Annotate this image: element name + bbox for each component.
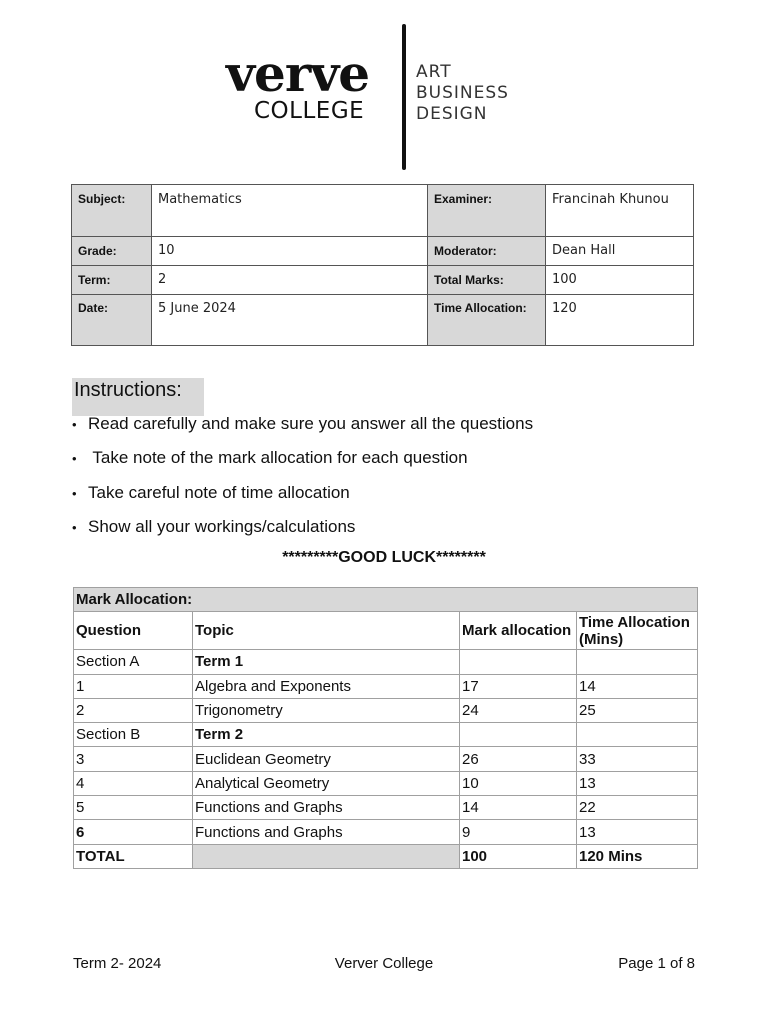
grade-value: 10 [152,237,428,266]
bullet-icon: • [72,519,77,535]
bullet-icon: • [72,451,77,467]
total-marks-value: 100 [546,266,694,295]
instruction-item: • Take careful note of time allocation [72,482,712,516]
grade-label: Grade: [72,237,152,266]
table-row: Section B Term 2 [74,723,698,747]
header-question: Question [74,612,193,650]
table-row: 1 Algebra and Exponents 17 14 [74,674,698,698]
date-label: Date: [72,295,152,346]
mark-allocation-table [73,587,698,869]
header-mark-allocation: Mark allocation [460,612,577,650]
logo-tag-art: ART [416,62,452,82]
time-allocation-label: Time Allocation: [428,295,546,346]
table-row: 3 Euclidean Geometry 26 33 [74,747,698,771]
bullet-icon: • [72,485,77,501]
logo-subtitle: COLLEGE [254,98,365,124]
instructions-list [72,413,712,550]
moderator-label: Moderator: [428,237,546,266]
mark-allocation-title: Mark Allocation: [74,588,698,612]
exam-info-table [71,184,694,346]
logo-divider [402,24,406,170]
footer-college: Verver College [334,955,434,972]
college-logo [0,0,768,180]
instruction-item: • Take note of the mark allocation for each question [72,447,712,481]
instruction-item: • Show all your workings/calculations [72,516,712,550]
instruction-item: • Read carefully and make sure you answer all the questions [72,413,712,447]
moderator-value: Dean Hall [546,237,694,266]
instructions-heading: Instructions: [72,378,204,416]
term-label: Term: [72,266,152,295]
term-value: 2 [152,266,428,295]
table-row: 2 Trigonometry 24 25 [74,698,698,722]
logo-tag-design: DESIGN [416,104,488,124]
total-time: 120 Mins [577,844,698,868]
header-time-allocation: Time Allocation (Mins) [577,612,698,650]
logo-wordmark: verve [226,44,370,103]
logo-tag-business: BUSINESS [416,83,509,103]
subject-value: Mathematics [152,185,428,237]
total-row [74,844,698,868]
total-marks-label: Total Marks: [428,266,546,295]
time-allocation-value: 120 [546,295,694,346]
header-topic: Topic [193,612,460,650]
total-marks: 100 [460,844,577,868]
bullet-icon: • [72,417,77,432]
good-luck-banner: *********GOOD LUCK******** [282,549,486,566]
table-row: 4 Analytical Geometry 10 13 [74,771,698,795]
footer-page-number: Page 1 of 8 [618,955,695,972]
date-value: 5 June 2024 [152,295,428,346]
total-topic-blank [193,844,460,868]
examiner-label: Examiner: [428,185,546,237]
footer-term: Term 2- 2024 [73,955,162,972]
table-row: 5 Functions and Graphs 14 22 [74,796,698,820]
total-label: TOTAL [74,844,193,868]
subject-label: Subject: [72,185,152,237]
table-row: Section A Term 1 [74,650,698,674]
table-row: 6 Functions and Graphs 9 13 [74,820,698,844]
examiner-value: Francinah Khunou [546,185,694,237]
